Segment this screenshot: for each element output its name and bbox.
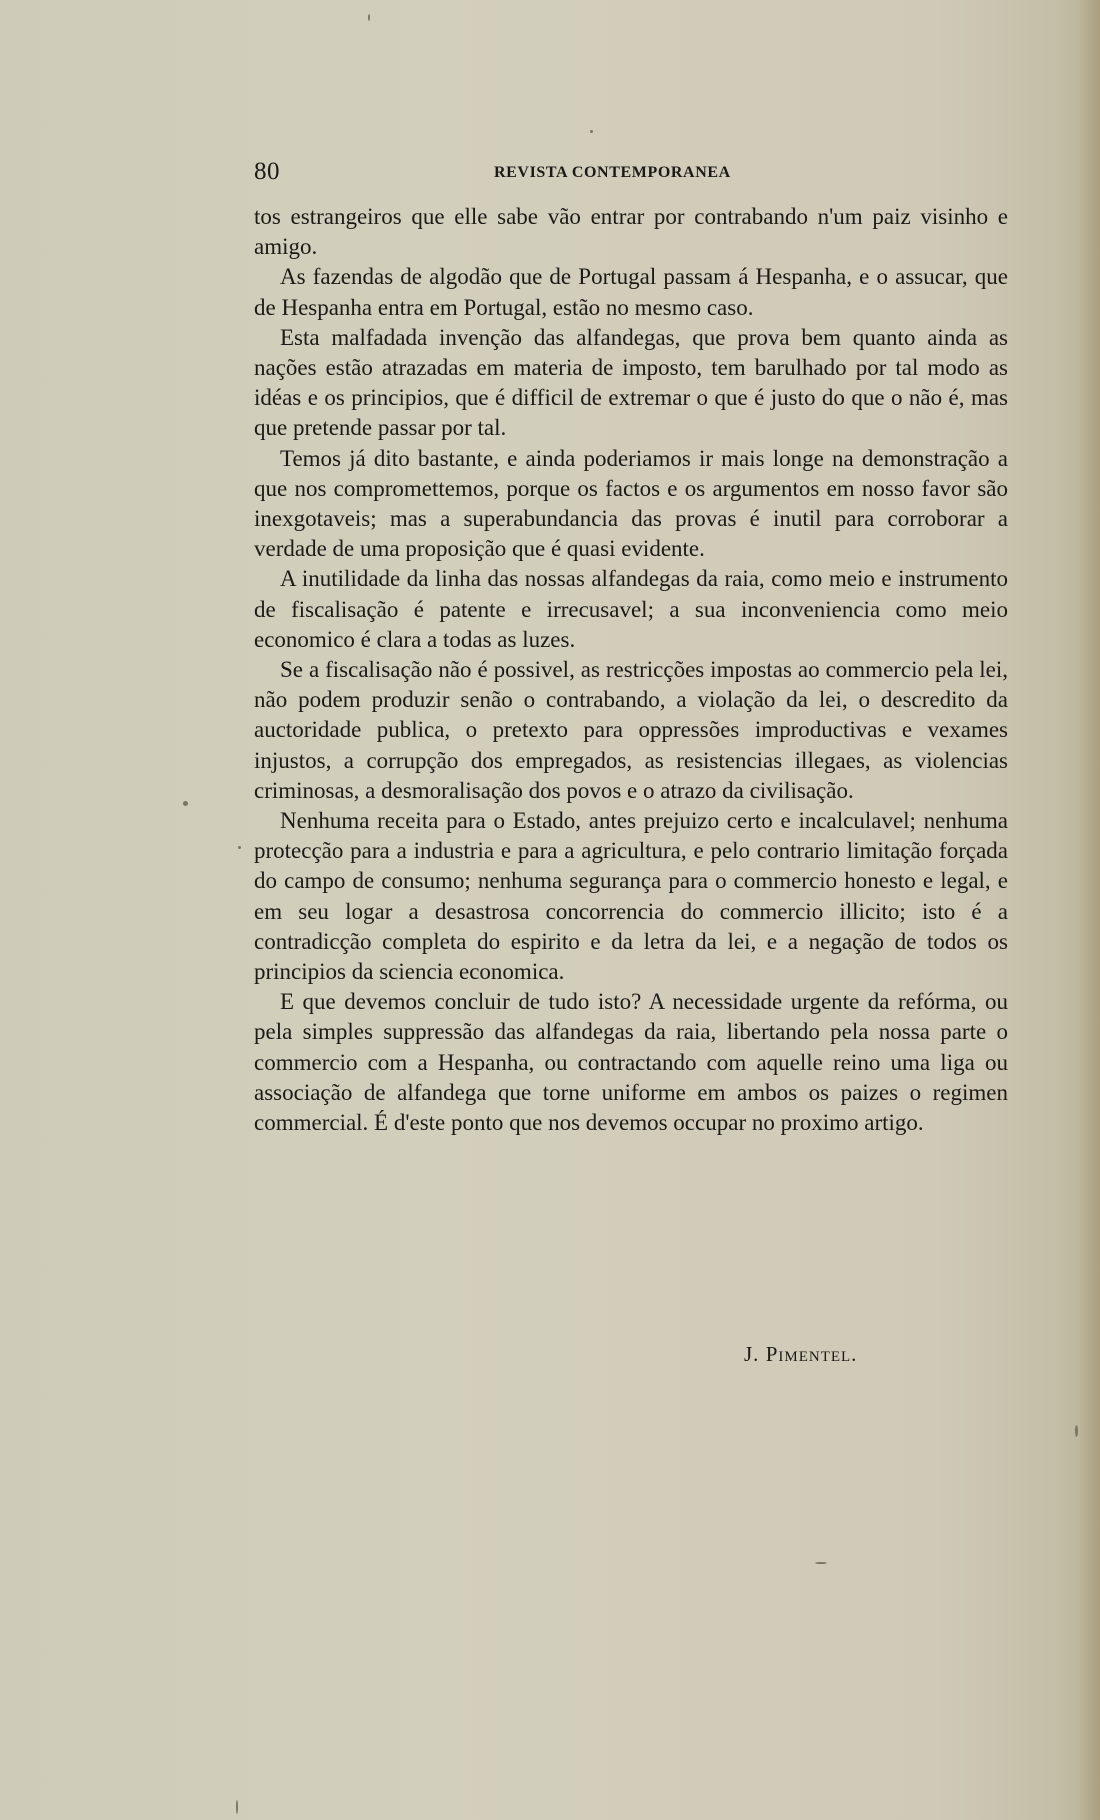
page-number: 80 (254, 158, 280, 185)
paragraph: Nenhuma receita para o Estado, antes prejuizo certo e incalculavel; nenhuma protecção para a industria e para a agricultura, e pelo contrario limitação forçada do campo de consumo; nenhuma segurança para o commercio honesto e legal, e em seu logar a desastrosa concorrencia do commercio illicito; isto é a contradicção completa do espirito e da letra da lei, e a negação de todos os principios da sciencia economica. (254, 808, 1008, 985)
running-title: REVISTA CONTEMPORANEA (494, 164, 731, 181)
paragraph: Se a fiscalisação não é possivel, as restricções impostas ao commercio pela lei, não podem produzir senão o contrabando, a violação da lei, o descredito da auctoridade publica, o pretexto para oppressões improductivas e vexames injustos, a corrupção dos empregados, as resistencias illegaes, as violencias criminosas, a desmoralisação dos povos e o atrazo da civilisação. (254, 657, 1008, 803)
author-signature (744, 1342, 857, 1367)
paper-speck (815, 1562, 827, 1564)
author-initial: J. (744, 1342, 760, 1366)
paper-speck (1075, 1425, 1078, 1437)
paper-speck (590, 130, 593, 133)
page-edge-shadow (1078, 0, 1100, 1820)
paper-speck (183, 801, 188, 806)
paragraph-continuation: tos estrangeiros que elle sabe vão entrar por contrabando n'um paiz visinho e amigo. (254, 204, 1008, 260)
paragraph: Temos já dito bastante, e ainda poderiamos ir mais longe na demonstração a que nos compromettemos, porque os factos e os argumentos em nosso favor são inexgotaveis; mas a superabundancia das provas é inutil para corroborar a verdade de uma proposição que é quasi evidente. (254, 445, 1008, 562)
paper-speck (238, 846, 241, 849)
paper-speck (236, 1800, 238, 1814)
article-body (254, 202, 1008, 1138)
author-surname: Pimentel. (765, 1342, 858, 1366)
paper-speck (368, 14, 370, 21)
paragraph: Esta malfadada invenção das alfandegas, que prova bem quanto ainda as nações estão atrazadas em materia de imposto, tem barulhado por tal modo as idéas e os principios, que é difficil de extremar o que é justo do que o não é, mas que pretende passar por tal. (254, 324, 1008, 441)
paragraph: As fazendas de algodão que de Portugal passam á Hespanha, e o assucar, que de Hespanha entra em Portugal, estão no mesmo caso. (254, 264, 1008, 320)
page-header (254, 158, 1014, 188)
paragraph: E que devemos concluir de tudo isto? A necessidade urgente da refórma, ou pela simples suppressão das alfandegas da raia, libertando pela nossa parte o commercio com a Hespanha, ou contractando com aquelle reino uma liga ou associação de alfandega que torne uniforme em ambos os paizes o regimen commercial. É d'este ponto que nos devemos occupar no proximo artigo. (254, 989, 1008, 1136)
paragraph: A inutilidade da linha das nossas alfandegas da raia, como meio e instrumento de fiscalisação é patente e irrecusavel; a sua inconveniencia como meio economico é clara a todas as luzes. (254, 566, 1008, 652)
